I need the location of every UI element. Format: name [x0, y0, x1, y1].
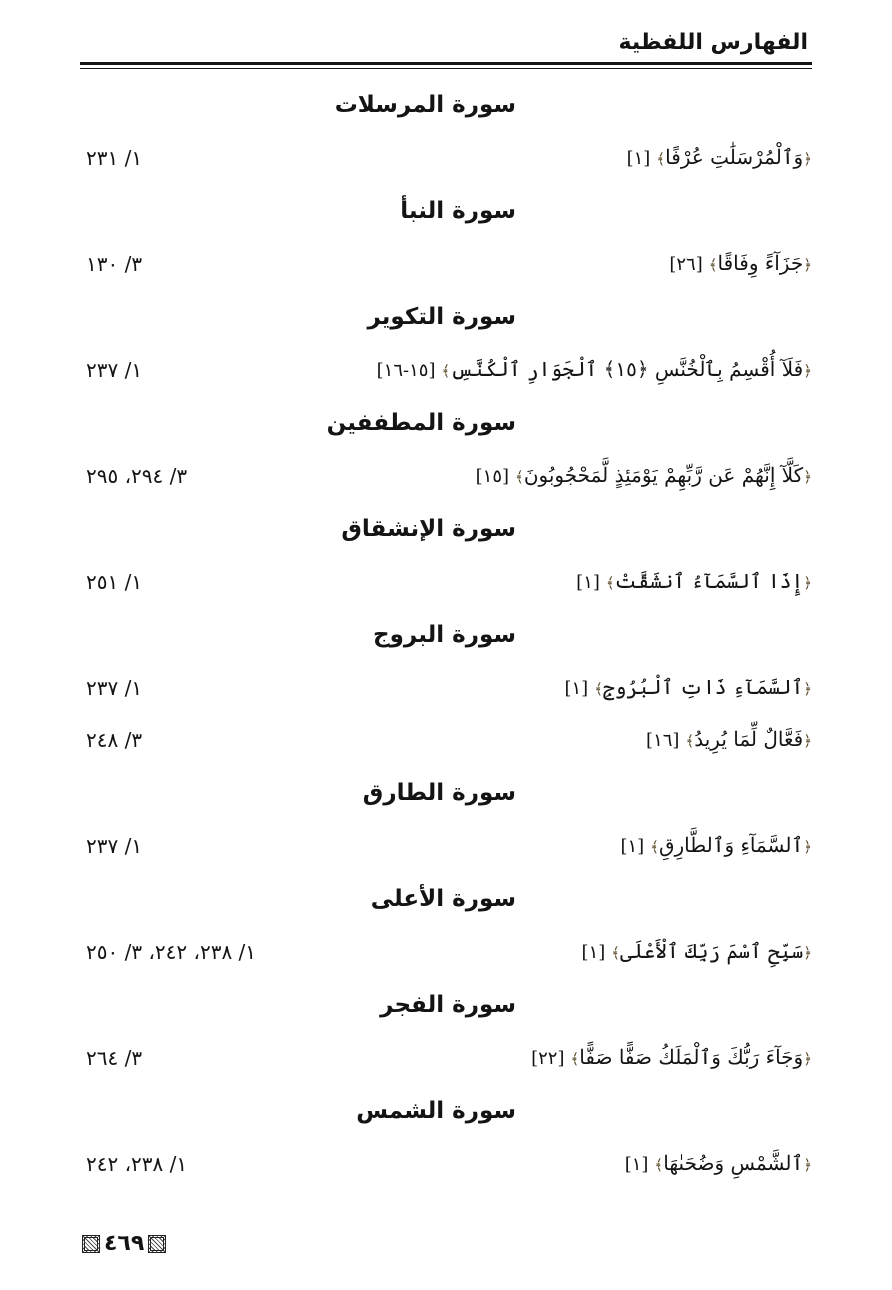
surah-title: سورة الفجر — [380, 992, 516, 1018]
verse-arabic: جَزَآءً وِفَاقًا — [717, 251, 804, 275]
close-ornament-icon: ﴾ — [650, 838, 659, 856]
verse-text — [646, 713, 812, 767]
verse-arabic: ٱلسَّمَآءِ وَٱلطَّارِقِ — [658, 833, 804, 857]
surah-title: سورة الأعلى — [370, 886, 516, 912]
verse-text — [531, 1031, 812, 1085]
page-reference: ٣/ ٢٤٨ — [86, 728, 143, 752]
page-number-text: ٤٦٩ — [104, 1231, 145, 1256]
open-ornament-icon: ﴿ — [803, 944, 812, 962]
verse-arabic: إِذَا ٱلسَّمَآءُ ٱنشَقَّتْ — [614, 569, 804, 593]
ayah-number: [١] — [564, 678, 589, 699]
page-reference: ٣/ ١٣٠ — [86, 252, 143, 276]
surah-title: سورة الإنشقاق — [341, 516, 516, 542]
surah-block — [80, 872, 812, 978]
verse-row — [80, 556, 812, 608]
close-ornament-icon: ﴾ — [594, 680, 603, 698]
ayah-number: [١] — [620, 836, 645, 857]
header-rule-thick — [80, 62, 812, 65]
surah-title: سورة الشمس — [356, 1098, 516, 1124]
surah-block — [80, 766, 812, 872]
verse-row — [80, 820, 812, 872]
verse-row — [80, 1138, 812, 1190]
verse-text — [476, 449, 812, 503]
surah-block — [80, 978, 812, 1084]
verse-text — [627, 131, 812, 185]
ornament-frame-icon — [82, 1235, 100, 1253]
verse-arabic: كَلَّآ إِنَّهُمْ عَن رَّبِّهِمْ يَوْمَئِذٍ لَّمَحْجُوبُونَ — [523, 463, 804, 487]
close-ornament-icon: ﴾ — [441, 362, 451, 380]
page-number — [82, 1231, 166, 1256]
surah-block — [80, 608, 812, 766]
surah-title: سورة المرسلات — [334, 92, 516, 118]
close-ornament-icon: ﴾ — [685, 732, 695, 750]
verse-arabic: فَلَآ أُقْسِمُ بِٱلْخُنَّسِ ﴿١٥﴾ ٱلْجَوَارِ ٱلْكُنَّسِ — [450, 357, 804, 381]
open-ornament-icon: ﴿ — [803, 680, 812, 698]
verse-text — [620, 819, 812, 873]
open-ornament-icon: ﴿ — [803, 732, 812, 750]
verse-row — [80, 926, 812, 978]
close-ornament-icon: ﴾ — [611, 944, 621, 962]
open-ornament-icon: ﴿ — [803, 1050, 812, 1068]
verse-text — [669, 237, 812, 291]
verse-text — [564, 661, 812, 715]
page-reference: ١/ ٢٣٨، ٢٤٢ — [86, 1152, 188, 1176]
verse-row — [80, 450, 812, 502]
ayah-number: [١] — [626, 148, 651, 169]
page-reference: ١/ ٢٣٧ — [86, 358, 143, 382]
close-ornament-icon: ﴾ — [654, 1156, 664, 1174]
ayah-number: [١٦] — [646, 730, 680, 751]
surah-title: سورة المطففين — [326, 410, 516, 436]
verse-arabic: وَجَآءَ رَبُّكَ وَٱلْمَلَكُ صَفًّا صَفًّا — [579, 1045, 804, 1069]
surah-title: سورة الطارق — [362, 780, 516, 806]
page-reference: ١/ ٢٣١ — [86, 146, 143, 170]
page-reference: ٣/ ٢٩٤، ٢٩٥ — [86, 464, 188, 488]
surah-block — [80, 290, 812, 396]
ayah-number: [٢٦] — [669, 254, 703, 275]
close-ornament-icon: ﴾ — [656, 150, 666, 168]
ayah-number: [١] — [581, 942, 606, 963]
page-reference: ١/ ٢٣٧ — [86, 676, 143, 700]
index-content — [80, 78, 812, 1190]
ornament-frame-icon — [148, 1235, 166, 1253]
surah-block — [80, 396, 812, 502]
open-ornament-icon: ﴿ — [803, 1156, 812, 1174]
verse-row — [80, 238, 812, 290]
verse-arabic: وَٱلْمُرْسَلَٰتِ عُرْفًا — [665, 145, 804, 169]
open-ornament-icon: ﴿ — [803, 362, 812, 380]
page-reference: ١/ ٢٣٨، ٢٤٢، ٣/ ٢٥٠ — [86, 940, 257, 964]
page-reference: ٣/ ٢٦٤ — [86, 1046, 143, 1070]
verse-text — [582, 925, 812, 979]
verse-arabic: فَعَّالٌ لِّمَا يُرِيدُ — [694, 727, 804, 751]
verse-row — [80, 662, 812, 714]
verse-arabic: ٱلشَّمْسِ وَضُحَىٰهَا — [663, 1151, 804, 1175]
open-ornament-icon: ﴿ — [803, 574, 812, 592]
verse-text — [377, 343, 812, 397]
verse-row — [80, 132, 812, 184]
verse-text — [576, 555, 812, 609]
ayah-number: [١] — [576, 572, 600, 593]
surah-title: سورة البروج — [373, 622, 516, 648]
header-rule-thin — [80, 68, 812, 69]
page-reference: ١/ ٢٣٧ — [86, 834, 143, 858]
close-ornament-icon: ﴾ — [570, 1050, 580, 1068]
open-ornament-icon: ﴿ — [803, 256, 812, 274]
ayah-number: [٢٢] — [531, 1048, 565, 1069]
page-reference: ١/ ٢٥١ — [86, 570, 143, 594]
close-ornament-icon: ﴾ — [515, 468, 524, 486]
surah-block — [80, 184, 812, 290]
ayah-number: [١] — [624, 1154, 649, 1175]
running-header: الفهارس اللفظية — [618, 30, 808, 55]
verse-arabic: سَبِّحِ ٱسْمَ رَبِّكَ ٱلْأَعْلَى — [620, 939, 804, 963]
ayah-number: [١٥] — [475, 466, 510, 487]
verse-arabic: ٱلسَّمَآءِ ذَاتِ ٱلْبُرُوجِ — [602, 675, 804, 699]
verse-row — [80, 344, 812, 396]
surah-block — [80, 78, 812, 184]
close-ornament-icon: ﴾ — [605, 574, 615, 592]
verse-text — [625, 1137, 812, 1191]
surah-block — [80, 1084, 812, 1190]
ayah-number: [١٥-١٦] — [376, 360, 436, 381]
surah-title: سورة التكوير — [367, 304, 516, 330]
open-ornament-icon: ﴿ — [803, 468, 812, 486]
open-ornament-icon: ﴿ — [803, 838, 812, 856]
verse-row — [80, 1032, 812, 1084]
close-ornament-icon: ﴾ — [708, 256, 718, 274]
surah-title: سورة النبأ — [400, 198, 516, 224]
open-ornament-icon: ﴿ — [803, 150, 812, 168]
verse-row — [80, 714, 812, 766]
surah-block — [80, 502, 812, 608]
